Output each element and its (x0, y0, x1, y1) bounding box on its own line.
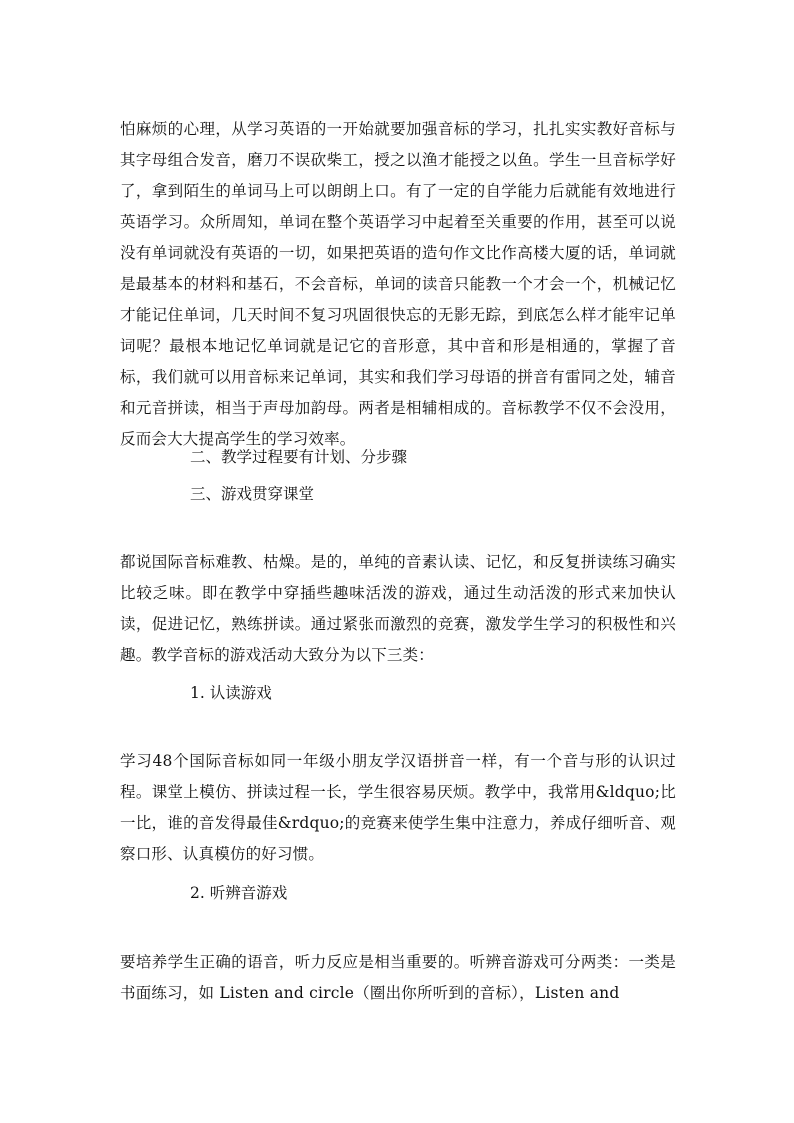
heading-reading-games: 1. 认读游戏 (190, 684, 272, 702)
heading-listening-games: 2. 听辨音游戏 (190, 884, 288, 902)
paragraph-games-intro: 都说国际音标难教、枯燥。是的，单纯的音素认读、记忆，和反复拼读练习确实比较乏味。即在教学中穿插些趣味活泼的游戏，通过生动活泼的形式来加快认读，促进记忆，熟练拼读。通过紧张而激烈的竞赛，激发学生学习的积极性和兴趣。教学音标的游戏活动大致分为以下三类： (120, 553, 676, 664)
paragraph-reading-games: 学习48个国际音标如同一年级小朋友学汉语拼音一样，有一个音与形的认识过程。课堂上模仿、拼读过程一长，学生很容易厌烦。教学中，我常用&ldquo;比一比，谁的音发得最佳&rdquo;的竞赛来使学生集中注意力，养成仔细听音、观察口形、认真模仿的好习惯。 (120, 752, 676, 863)
paragraph-listening-games: 要培养学生正确的语音，听力反应是相当重要的。听辨音游戏可分两类：一类是书面练习，如 Listen and circle（圈出你所听到的音标），Listen and (120, 953, 676, 1002)
paragraph-phonetics-importance: 怕麻烦的心理，从学习英语的一开始就要加强音标的学习，扎扎实实教好音标与其字母组合发音，磨刀不误砍柴工，授之以渔才能授之以鱼。学生一旦音标学好了，拿到陌生的单词马上可以朗朗上口。有了一定的自学能力后就能有效地进行英语学习。众所周知，单词在整个英语学习中起着至关重要的作用，甚至可以说没有单词就没有英语的一切，如果把英语的造句作文比作高楼大厦的话，单词就是最基本的材料和基石，不会音标，单词的读音只能教一个才会一个，机械记忆才能记住单词，几天时间不复习巩固很快忘的无影无踪，到底怎么样才能牢记单词呢？最根本地记忆单词就是记它的音形意，其中音和形是相通的，掌握了音标，我们就可以用音标来记单词，其实和我们学习母语的拼音有雷同之处，辅音和元音拼读，相当于声母加韵母。两者是相辅相成的。音标教学不仅不会没用，反而会大大提高学生的学习效率。 (120, 120, 676, 448)
heading-games-in-class: 三、游戏贯穿课堂 (190, 485, 315, 503)
heading-teaching-process: 二、教学过程要有计划、分步骤 (190, 448, 408, 466)
